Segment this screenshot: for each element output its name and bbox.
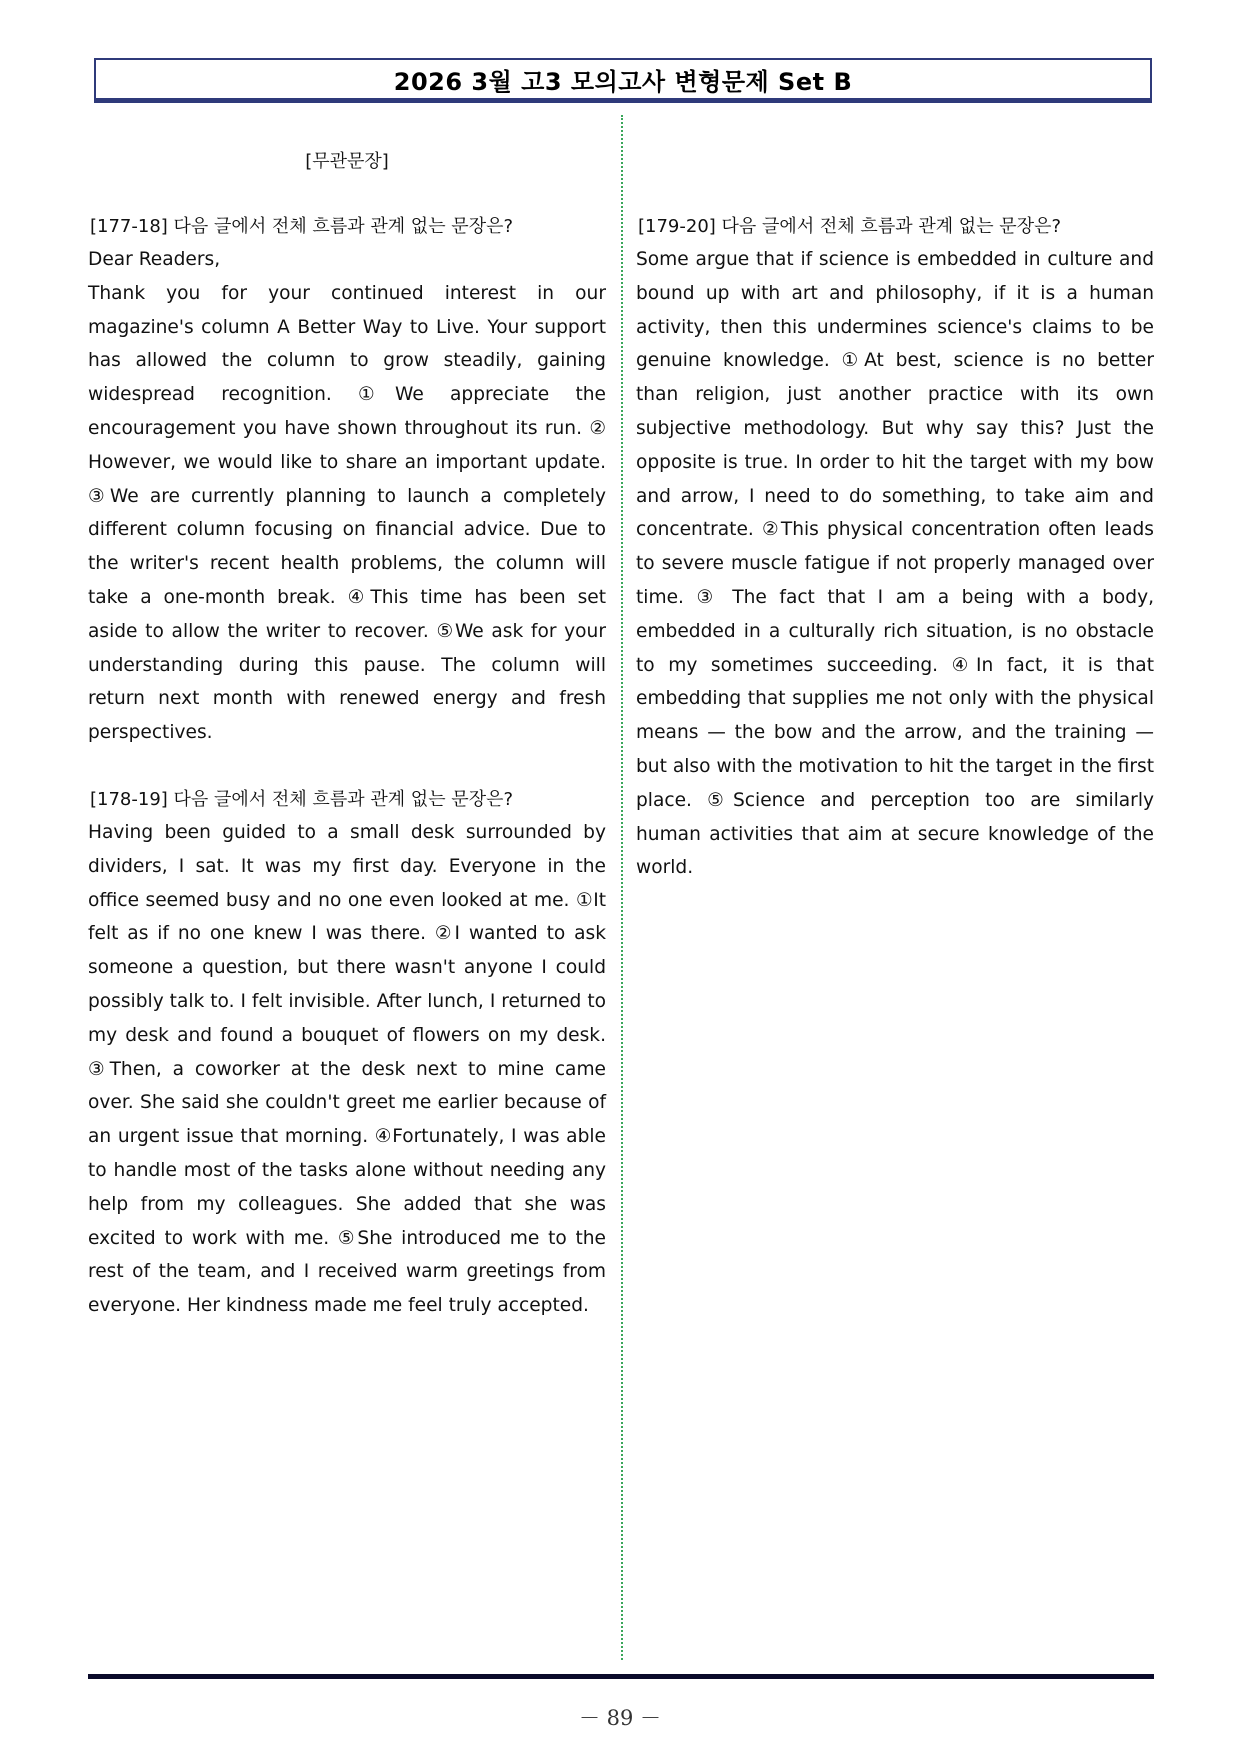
question-prompt: 다음 글에서 전체 흐름과 관계 없는 문장은?	[721, 216, 1062, 237]
question-header	[88, 211, 606, 243]
question-179-20	[636, 211, 1154, 885]
section-heading: [무관문장]	[305, 151, 389, 172]
question-number: [178-19]	[90, 789, 168, 810]
page-header	[94, 58, 1152, 103]
question-178-19	[88, 784, 606, 1323]
page-title: 2026 3월 고3 모의고사 변형문제 Set B	[393, 67, 853, 96]
question-prompt: 다음 글에서 전체 흐름과 관계 없는 문장은?	[173, 789, 514, 810]
question-177-18	[88, 211, 606, 750]
question-number: [179-20]	[638, 216, 716, 237]
question-header	[88, 784, 606, 816]
question-passage: Dear Readers, Thank you for your continued interest in our magazine's column A Better Way to Live. Your support has allowed the column to grow steadily, gaining widespread recognition. ①We appreciate the encouragement you have shown throughout its run. ② However, we would like to share an important update. ③We are currently planning to launch a completely different column focusing on financial advice. Due to the writer's recent health problems, the column will take a one-month break. ④This time has been set aside to allow the writer to recover. ⑤We ask for your understanding during this pause. The column will return next month with renewed energy and fresh perspectives.	[88, 249, 606, 744]
question-passage: Having been guided to a small desk surrounded by dividers, I sat. It was my first day. Everyone in the office seemed busy and no one even looked at me. ①It felt as if no one knew I was there. ②I wanted to ask someone a question, but there wasn't anyone I could possibly talk to. I felt invisible. After lunch, I returned to my desk and found a bouquet of flowers on my desk. ③Then, a coworker at the desk next to mine came over. She said she couldn't greet me earlier because of an urgent issue that morning. ④Fortunately, I was able to handle most of the tasks alone without needing any help from my colleagues. She added that she was excited to work with me. ⑤She introduced me to the rest of the team, and I received warm greetings from everyone. Her kindness made me feel truly accepted.	[88, 822, 606, 1317]
question-header	[636, 211, 1154, 243]
page-number: － 89 －	[578, 1706, 662, 1730]
question-prompt: 다음 글에서 전체 흐름과 관계 없는 문장은?	[173, 216, 514, 237]
question-passage: Some argue that if science is embedded in culture and bound up with art and philosophy, if it is a human activity, then this undermines science's claims to be genuine knowledge. ①At best, science is no better than religion, just another practice with its own subjective methodology. But why say this? Just the opposite is true. In order to hit the target with my bow and arrow, I need to do something, to take aim and concentrate. ②This physical concentration often leads to severe muscle fatigue if not properly managed over time. ③ The fact that I am a being with a body, embedded in a culturally rich situation, is no obstacle to my sometimes succeeding. ④In fact, it is that embedding that supplies me not only with the physical means — the bow and the arrow, and the training — but also with the motivation to hit the target in the first place. ⑤Science and perception too are similarly human activities that aim at secure knowledge of the world.	[636, 249, 1154, 879]
question-number: [177-18]	[90, 216, 168, 237]
footer-rule	[88, 1674, 1154, 1679]
column-divider	[621, 115, 623, 1660]
